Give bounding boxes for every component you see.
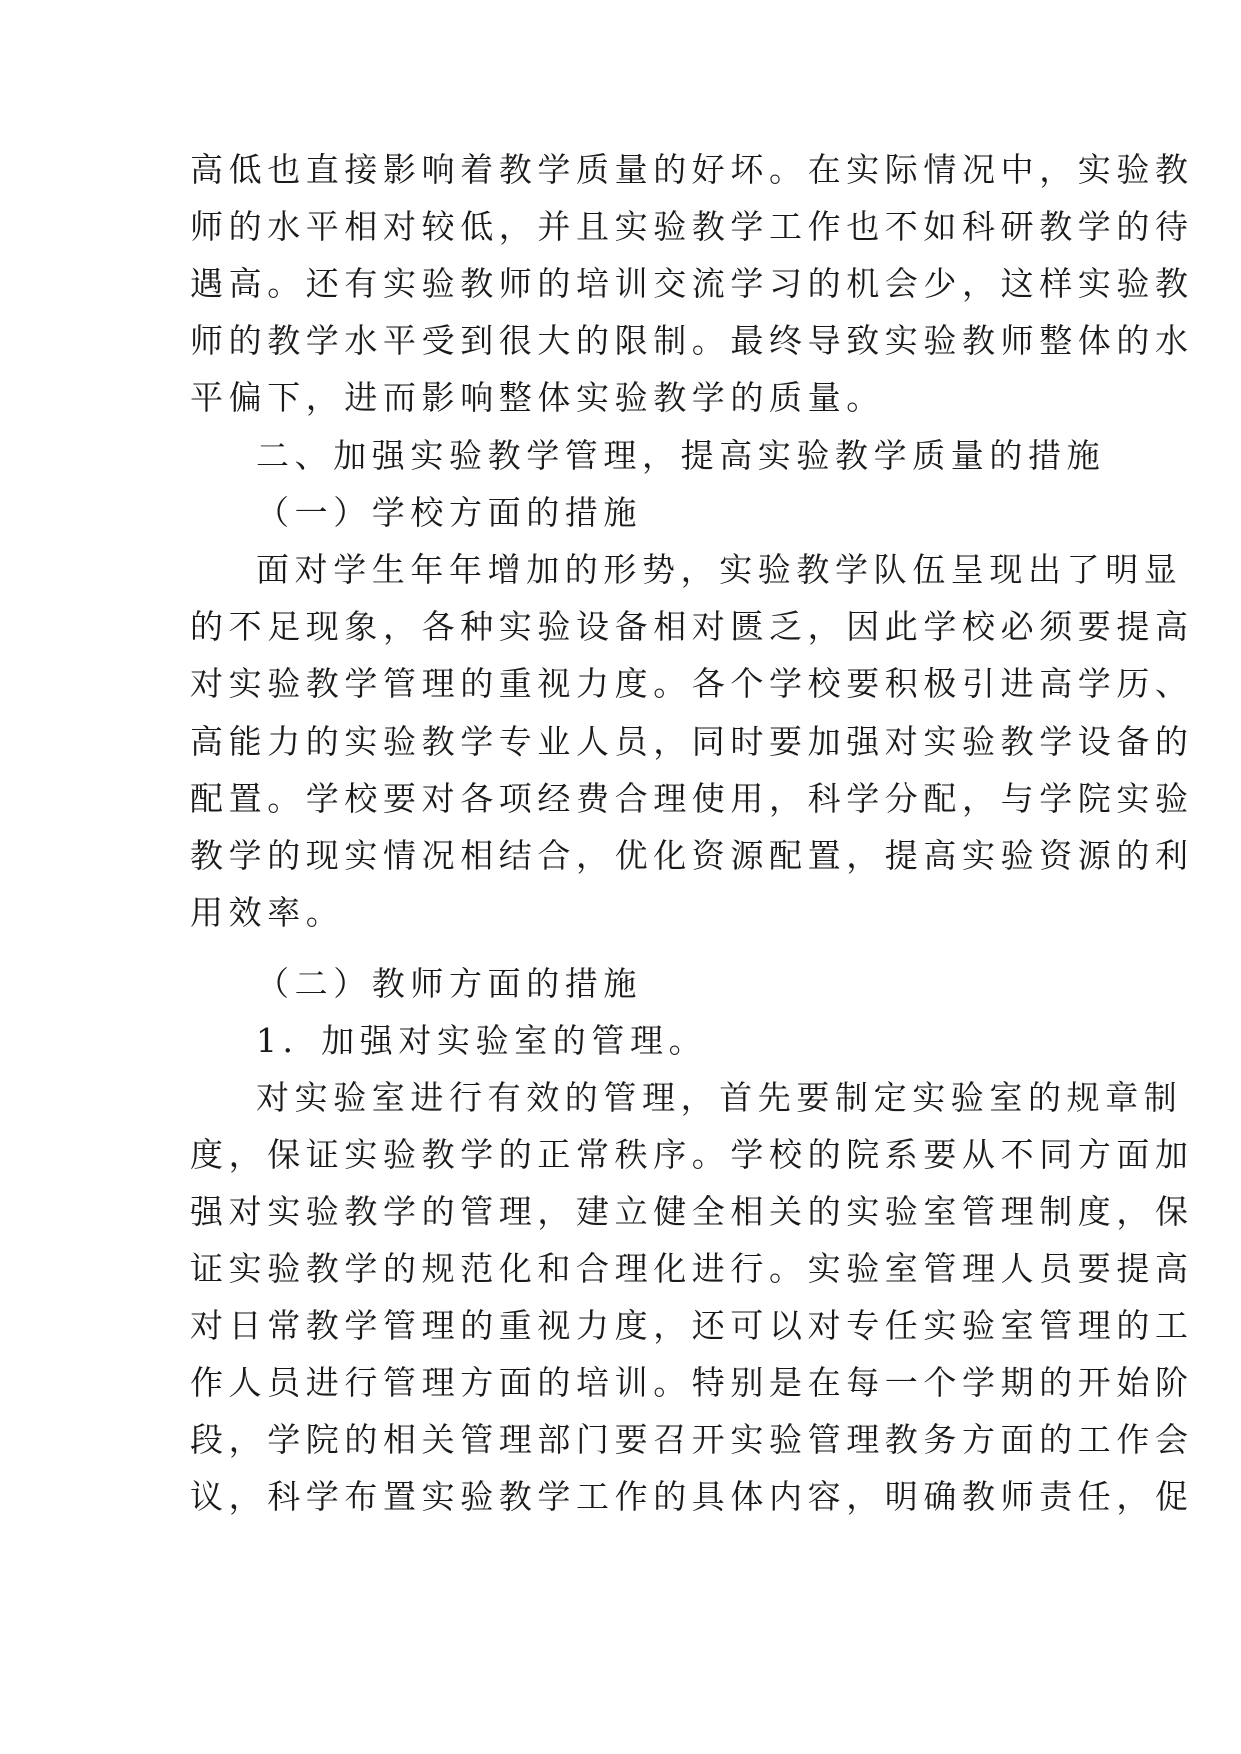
subsection-heading: （二）教师方面的措施 <box>256 964 642 1003</box>
body-text-line: 段，学院的相关管理部门要召开实验管理教务方面的工作会 <box>190 1420 1194 1459</box>
section-heading: 二、加强实验教学管理，提高实验教学质量的措施 <box>256 436 1106 475</box>
numbered-item-heading: 1．加强对实验室的管理。 <box>256 1021 708 1060</box>
body-text-line: 强对实验教学的管理，建立健全相关的实验室管理制度，保 <box>190 1192 1194 1231</box>
subsection-heading: （一）学校方面的措施 <box>256 493 642 532</box>
body-text-line: 教学的现实情况相结合，优化资源配置，提高实验资源的利 <box>190 836 1194 875</box>
body-text-line: 师的教学水平受到很大的限制。最终导致实验教师整体的水 <box>190 321 1194 360</box>
body-text-line: 配置。学校要对各项经费合理使用，科学分配，与学院实验 <box>190 779 1194 818</box>
body-text-line: 对实验教学管理的重视力度。各个学校要积极引进高学历、 <box>190 664 1194 703</box>
body-text-line: 用效率。 <box>190 893 345 932</box>
body-text-line: 遇高。还有实验教师的培训交流学习的机会少，这样实验教 <box>190 264 1194 303</box>
body-text-line: 高低也直接影响着教学质量的好坏。在实际情况中，实验教 <box>190 150 1194 189</box>
body-text-line: 的不足现象，各种实验设备相对匮乏，因此学校必须要提高 <box>190 607 1194 646</box>
body-text-line: 高能力的实验教学专业人员，同时要加强对实验教学设备的 <box>190 722 1194 761</box>
body-text-line: 对日常教学管理的重视力度，还可以对专任实验室管理的工 <box>190 1306 1194 1345</box>
body-text-line: 面对学生年年增加的形势，实验教学队伍呈现出了明显 <box>256 550 1183 589</box>
body-text-line: 平偏下，进而影响整体实验教学的质量。 <box>190 378 885 417</box>
body-text-line: 度，保证实验教学的正常秩序。学校的院系要从不同方面加 <box>190 1135 1194 1174</box>
body-text-line: 作人员进行管理方面的培训。特别是在每一个学期的开始阶 <box>190 1363 1194 1402</box>
body-text-line: 对实验室进行有效的管理，首先要制定实验室的规章制 <box>256 1078 1183 1117</box>
body-text-line: 证实验教学的规范化和合理化进行。实验室管理人员要提高 <box>190 1249 1194 1288</box>
body-text-line: 师的水平相对较低，并且实验教学工作也不如科研教学的待 <box>190 207 1194 246</box>
body-text-line: 议，科学布置实验教学工作的具体内容，明确教师责任，促 <box>190 1477 1194 1516</box>
